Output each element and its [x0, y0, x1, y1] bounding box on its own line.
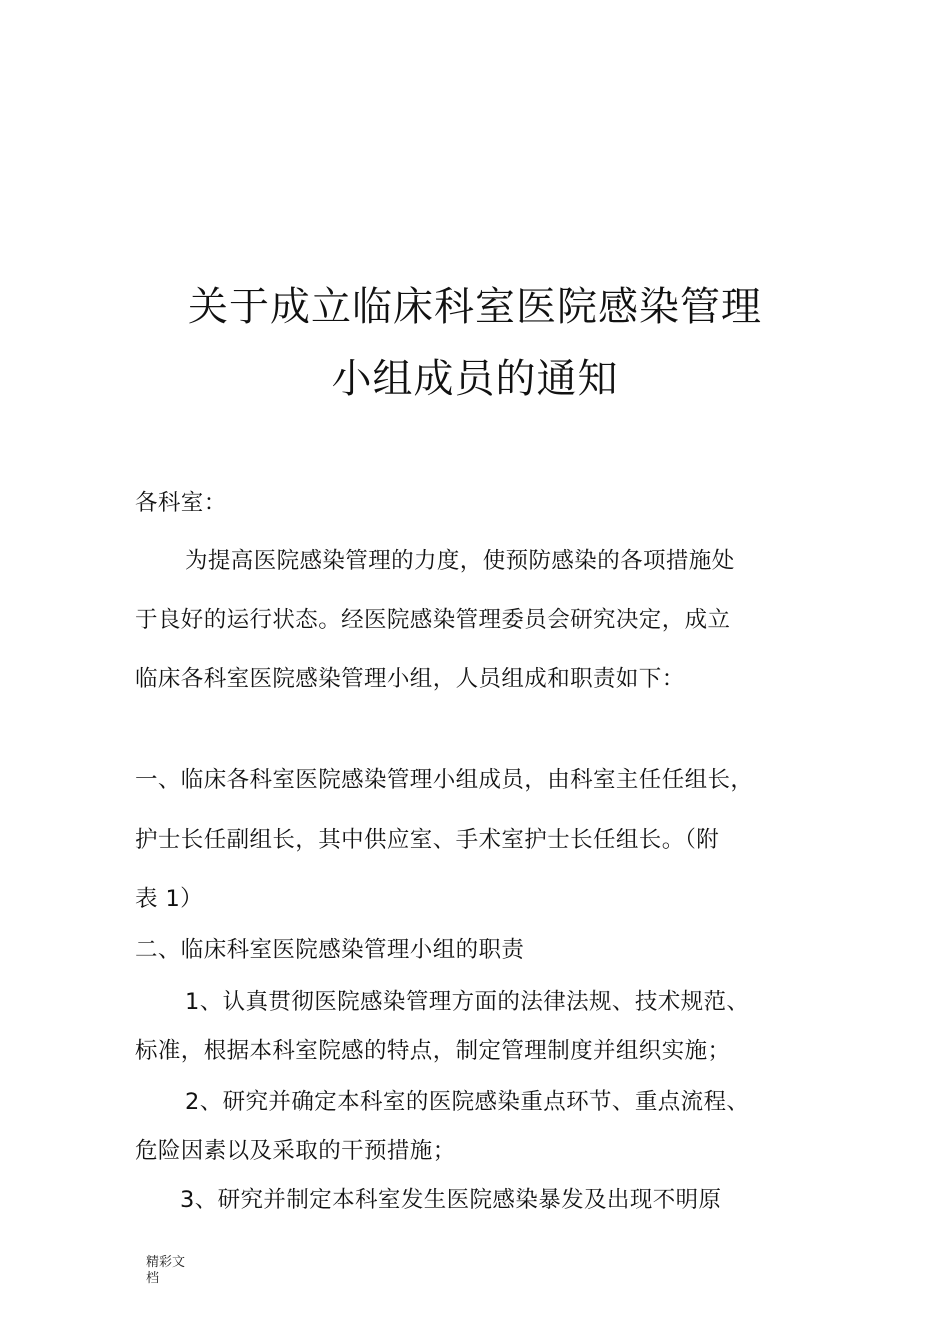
item-3-line-1: 3、研究并制定本科室发生医院感染暴发及出现不明原 — [180, 1187, 722, 1213]
paragraph-1-line-2: 于良好的运行状态。经医院感染管理委员会研究决定，成立 — [135, 607, 731, 633]
salutation: 各科室： — [135, 490, 227, 516]
footer-label: 精彩文档 — [146, 1255, 186, 1286]
section-2-heading: 二、临床科室医院感染管理小组的职责 — [135, 937, 525, 963]
section-1-line-3: 表 1） — [135, 886, 204, 912]
paragraph-1-line-3: 临床各科室医院感染管理小组，人员组成和职责如下： — [135, 666, 685, 692]
item-1-line-2: 标准，根据本科室院感的特点，制定管理制度并组织实施； — [135, 1038, 731, 1064]
item-1-line-1: 1、认真贯彻医院感染管理方面的法律法规、技术规范、 — [185, 989, 750, 1015]
paragraph-1-line-1: 为提高医院感染管理的力度，使预防感染的各项措施处 — [185, 548, 735, 574]
section-1-line-2: 护士长任副组长，其中供应室、手术室护士长任组长。（附 — [135, 827, 720, 853]
document-title-line-2: 小组成员的通知 — [331, 356, 619, 402]
item-2-line-2: 危险因素以及采取的干预措施； — [135, 1138, 456, 1164]
item-2-line-1: 2、研究并确定本科室的医院感染重点环节、重点流程、 — [185, 1089, 750, 1115]
section-1-line-1: 一、临床各科室医院感染管理小组成员，由科室主任任组长， — [135, 767, 754, 793]
document-title-line-1: 关于成立临床科室医院感染管理 — [188, 284, 762, 330]
